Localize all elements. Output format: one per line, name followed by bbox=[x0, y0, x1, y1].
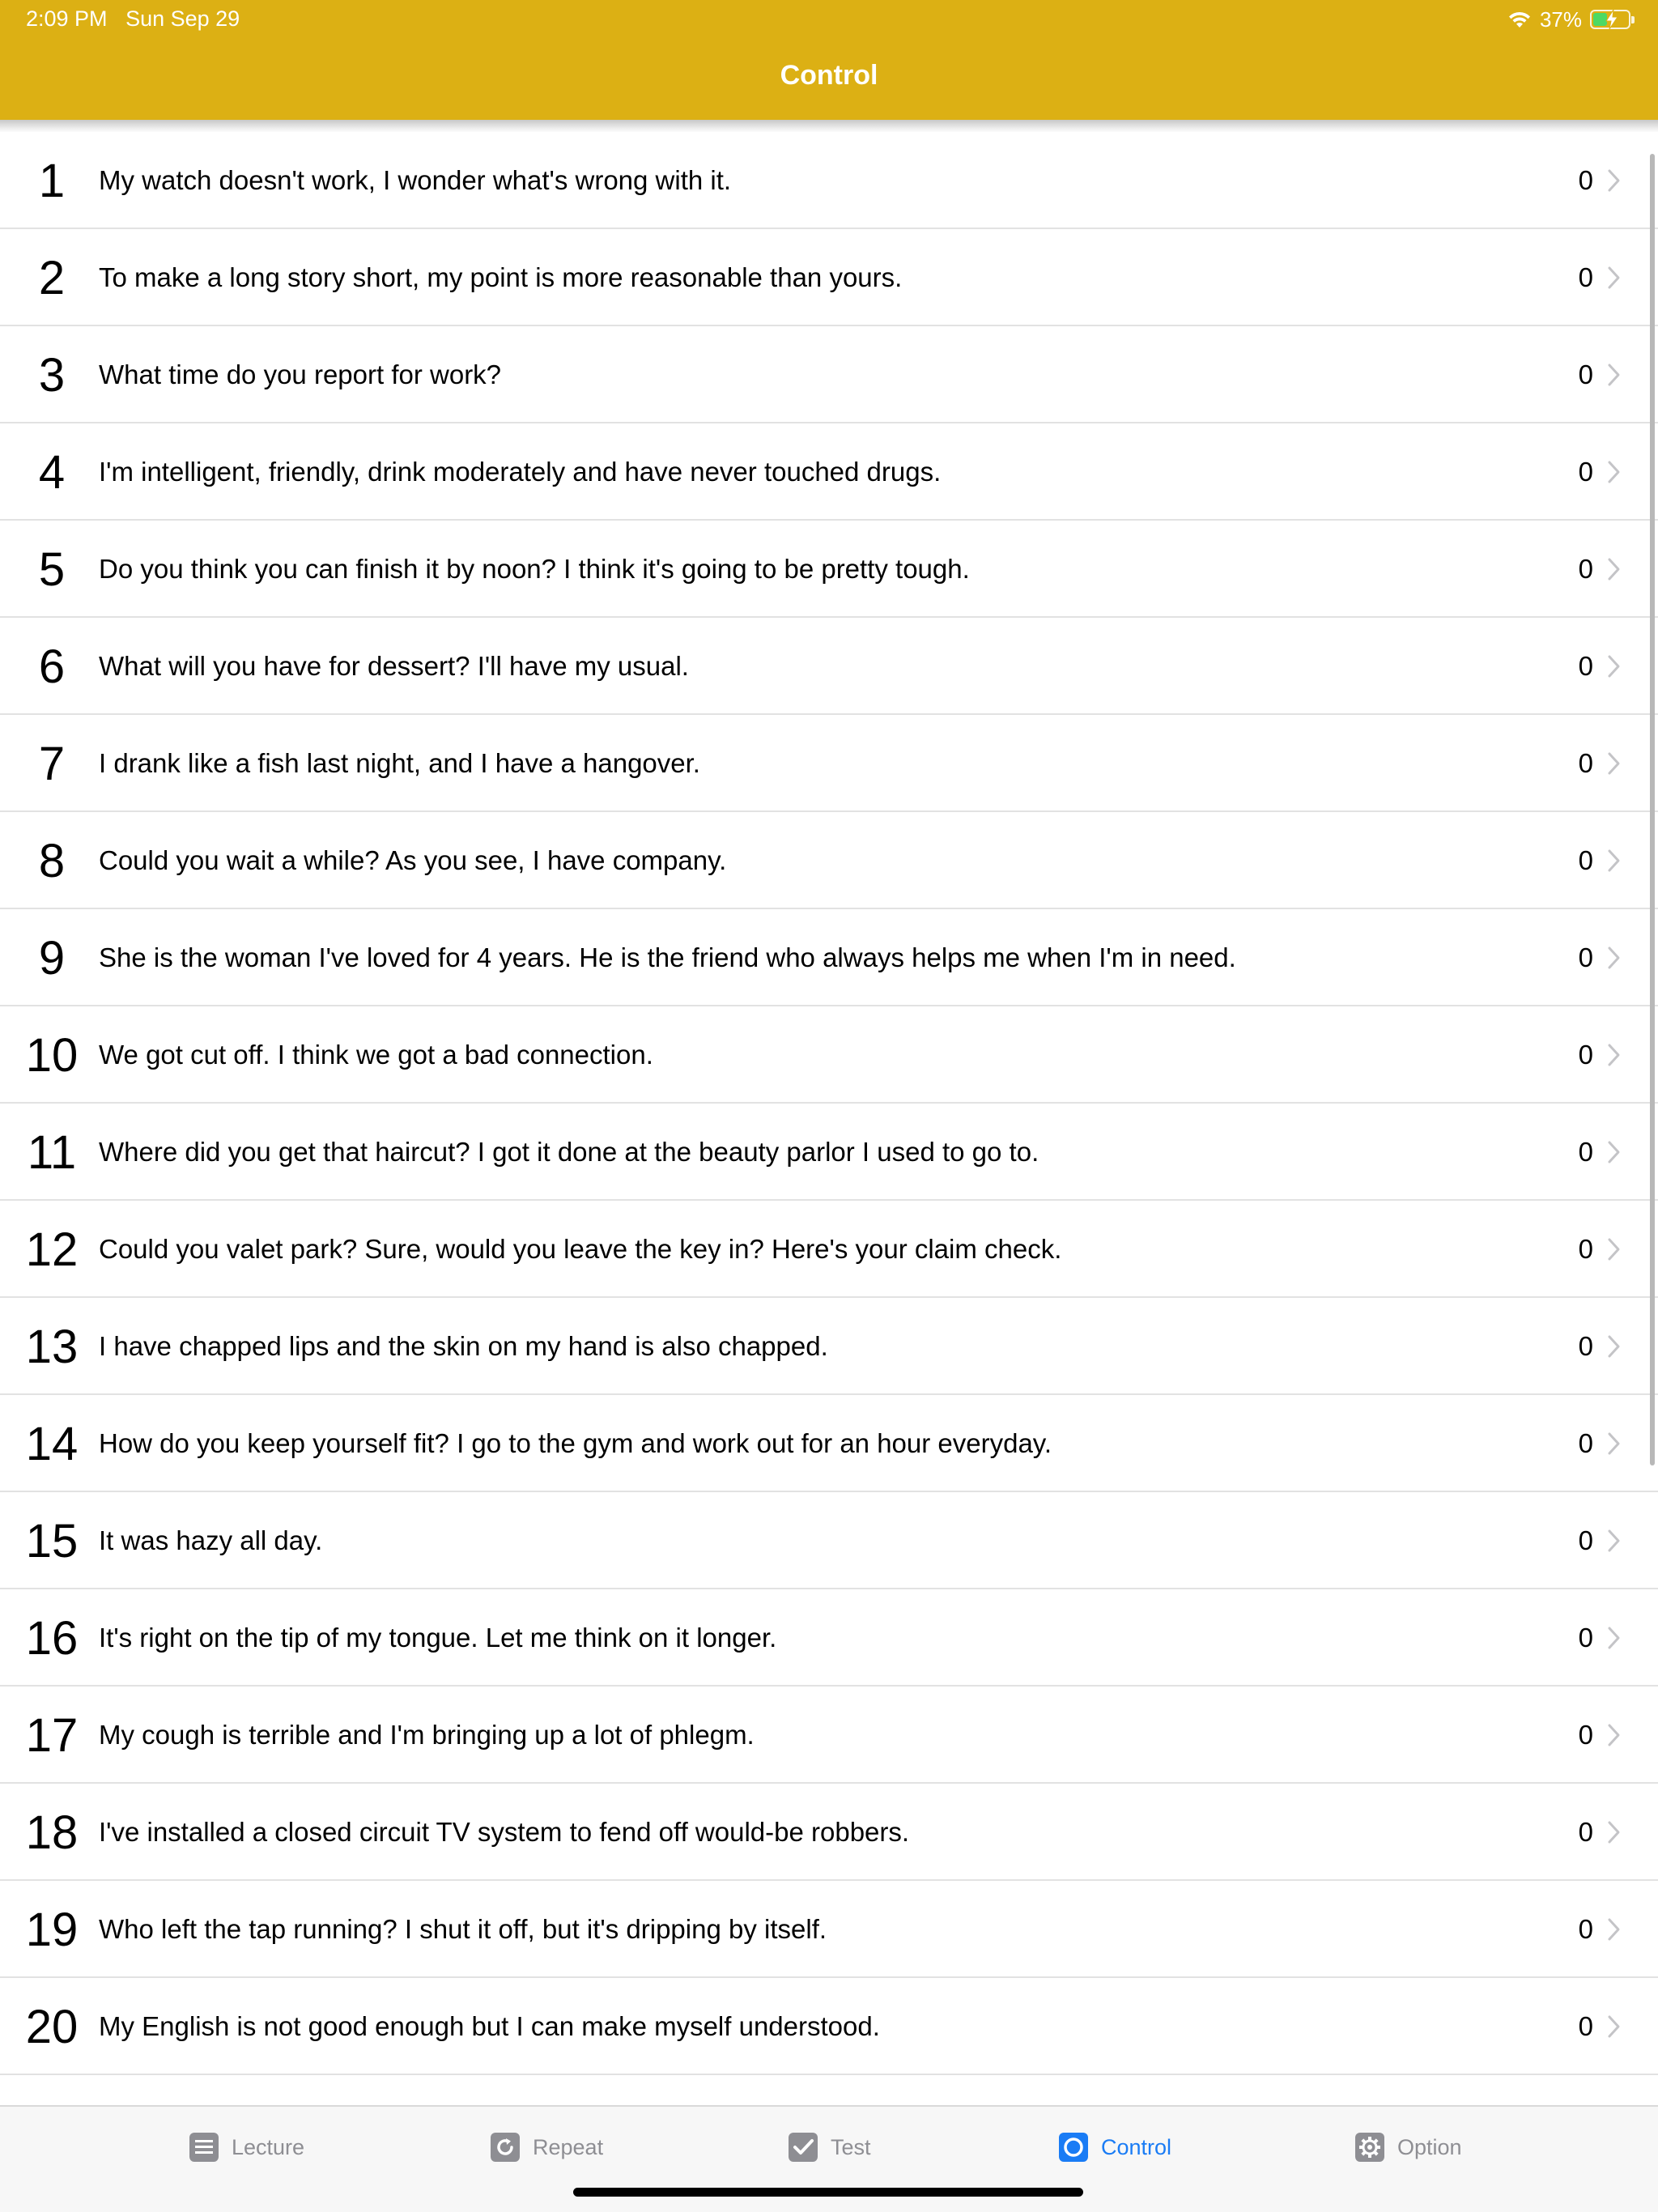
table-row[interactable] bbox=[0, 1006, 1658, 1104]
row-count: 0 bbox=[1578, 651, 1593, 681]
chevron-right-icon bbox=[1606, 1528, 1622, 1554]
row-sentence: How do you keep yourself fit? I go to the gym and work out for an hour everyday. bbox=[99, 1428, 1052, 1458]
row-sentence: What time do you report for work? bbox=[99, 359, 502, 389]
tab-control[interactable] bbox=[1057, 2128, 1171, 2167]
table-row[interactable] bbox=[0, 1589, 1658, 1687]
navigation-header bbox=[0, 0, 1658, 120]
table-row[interactable] bbox=[0, 132, 1658, 229]
row-sentence: She is the woman I've loved for 4 years. He is the friend who always helps me when I'm in need. bbox=[99, 942, 1236, 972]
tab-option[interactable] bbox=[1354, 2128, 1462, 2167]
row-count: 0 bbox=[1578, 165, 1593, 195]
tab-repeat[interactable] bbox=[489, 2128, 603, 2167]
chevron-right-icon bbox=[1606, 848, 1622, 874]
row-count: 0 bbox=[1578, 1234, 1593, 1264]
row-sentence: I'm intelligent, friendly, drink moderately and have never touched drugs. bbox=[99, 457, 942, 487]
row-number: 20 bbox=[25, 2000, 79, 2053]
table-row[interactable] bbox=[0, 909, 1658, 1006]
chevron-right-icon bbox=[1606, 556, 1622, 582]
row-number: 3 bbox=[38, 348, 66, 402]
status-date: Sun Sep 29 bbox=[125, 6, 240, 31]
row-number: 19 bbox=[25, 1903, 79, 1956]
row-number: 16 bbox=[25, 1611, 79, 1665]
row-number: 15 bbox=[25, 1514, 79, 1568]
table-row[interactable] bbox=[0, 423, 1658, 521]
row-number: 6 bbox=[38, 640, 66, 693]
row-number: 18 bbox=[25, 1806, 79, 1859]
row-count: 0 bbox=[1578, 1040, 1593, 1070]
tab-label: Test bbox=[831, 2134, 871, 2159]
page-title: Control bbox=[780, 60, 878, 91]
row-count: 0 bbox=[1578, 1137, 1593, 1167]
table-row[interactable] bbox=[0, 1784, 1658, 1881]
row-number: 2 bbox=[38, 251, 66, 304]
tab-label: Control bbox=[1101, 2134, 1172, 2159]
chevron-right-icon bbox=[1606, 1139, 1622, 1165]
table-row[interactable] bbox=[0, 1298, 1658, 1395]
chevron-right-icon bbox=[1606, 653, 1622, 679]
checkbox-icon bbox=[787, 2131, 819, 2163]
table-row[interactable] bbox=[0, 326, 1658, 423]
row-number: 14 bbox=[25, 1417, 79, 1470]
status-bar-right bbox=[1507, 6, 1630, 32]
scrollbar[interactable] bbox=[1650, 154, 1655, 1465]
circle-icon bbox=[1057, 2131, 1090, 2163]
row-count: 0 bbox=[1578, 748, 1593, 778]
table-row[interactable] bbox=[0, 521, 1658, 618]
battery-icon bbox=[1590, 10, 1630, 29]
row-sentence: It's right on the tip of my tongue. Let me think on it longer. bbox=[99, 1623, 777, 1653]
row-count: 0 bbox=[1578, 1331, 1593, 1361]
row-count: 0 bbox=[1578, 845, 1593, 875]
chevron-right-icon bbox=[1606, 1431, 1622, 1457]
row-sentence: Could you valet park? Sure, would you leave the key in? Here's your claim check. bbox=[99, 1234, 1062, 1264]
chevron-right-icon bbox=[1606, 1236, 1622, 1262]
table-row[interactable] bbox=[0, 618, 1658, 715]
table-row[interactable] bbox=[0, 229, 1658, 326]
row-count: 0 bbox=[1578, 554, 1593, 584]
status-bar-time bbox=[26, 6, 240, 32]
wifi-icon bbox=[1507, 10, 1532, 29]
table-row[interactable] bbox=[0, 1978, 1658, 2075]
row-sentence: I drank like a fish last night, and I have a hangover. bbox=[99, 748, 700, 778]
home-indicator[interactable] bbox=[573, 2188, 1083, 2197]
chevron-right-icon bbox=[1606, 2014, 1622, 2040]
chevron-right-icon bbox=[1606, 945, 1622, 971]
chevron-right-icon bbox=[1606, 265, 1622, 291]
row-sentence: I have chapped lips and the skin on my hand is also chapped. bbox=[99, 1331, 828, 1361]
header-shadow bbox=[0, 120, 1658, 133]
row-count: 0 bbox=[1578, 262, 1593, 292]
tab-label: Lecture bbox=[232, 2134, 305, 2159]
table-row[interactable] bbox=[0, 1104, 1658, 1201]
chevron-right-icon bbox=[1606, 1722, 1622, 1748]
row-count: 0 bbox=[1578, 1720, 1593, 1750]
row-number: 17 bbox=[25, 1708, 79, 1762]
table-row[interactable] bbox=[0, 1492, 1658, 1589]
table-row[interactable] bbox=[0, 812, 1658, 909]
row-count: 0 bbox=[1578, 457, 1593, 487]
row-number: 8 bbox=[38, 834, 66, 887]
sentence-list[interactable] bbox=[0, 132, 1658, 2075]
chevron-right-icon bbox=[1606, 1916, 1622, 1942]
row-count: 0 bbox=[1578, 2011, 1593, 2041]
tab-label: Option bbox=[1397, 2134, 1462, 2159]
row-number: 10 bbox=[25, 1028, 79, 1082]
chevron-right-icon bbox=[1606, 1819, 1622, 1845]
gear-icon bbox=[1354, 2131, 1386, 2163]
row-count: 0 bbox=[1578, 1428, 1593, 1458]
row-number: 13 bbox=[25, 1320, 79, 1373]
row-sentence: My watch doesn't work, I wonder what's wrong with it. bbox=[99, 165, 732, 195]
battery-percentage: 37% bbox=[1539, 6, 1582, 32]
row-sentence: Where did you get that haircut? I got it done at the beauty parlor I used to go to. bbox=[99, 1137, 1039, 1167]
row-sentence: My English is not good enough but I can make myself understood. bbox=[99, 2011, 880, 2041]
chevron-right-icon bbox=[1606, 459, 1622, 485]
table-row[interactable] bbox=[0, 715, 1658, 812]
table-row[interactable] bbox=[0, 1881, 1658, 1978]
row-sentence: Do you think you can finish it by noon? I think it's going to be pretty tough. bbox=[99, 554, 970, 584]
row-sentence: Who left the tap running? I shut it off, but it's dripping by itself. bbox=[99, 1914, 827, 1944]
row-count: 0 bbox=[1578, 1525, 1593, 1555]
chevron-right-icon bbox=[1606, 1625, 1622, 1651]
table-row[interactable] bbox=[0, 1687, 1658, 1784]
table-row[interactable] bbox=[0, 1201, 1658, 1298]
row-sentence: We got cut off. I think we got a bad connection. bbox=[99, 1040, 653, 1070]
status-time: 2:09 PM bbox=[26, 6, 108, 31]
row-count: 0 bbox=[1578, 359, 1593, 389]
row-sentence: Could you wait a while? As you see, I have company. bbox=[99, 845, 727, 875]
row-sentence: My cough is terrible and I'm bringing up a lot of phlegm. bbox=[99, 1720, 755, 1750]
row-sentence: I've installed a closed circuit TV system to fend off would-be robbers. bbox=[99, 1817, 910, 1847]
charging-bolt-icon bbox=[1603, 8, 1621, 31]
tab-label: Repeat bbox=[533, 2134, 604, 2159]
chevron-right-icon bbox=[1606, 1334, 1622, 1359]
repeat-icon bbox=[489, 2131, 521, 2163]
chevron-right-icon bbox=[1606, 168, 1622, 194]
chevron-right-icon bbox=[1606, 362, 1622, 388]
row-number: 1 bbox=[38, 154, 66, 207]
row-sentence: To make a long story short, my point is more reasonable than yours. bbox=[99, 262, 903, 292]
row-number: 5 bbox=[38, 542, 66, 596]
tab-test[interactable] bbox=[787, 2128, 871, 2167]
row-number: 9 bbox=[38, 931, 66, 985]
chevron-right-icon bbox=[1606, 751, 1622, 776]
row-count: 0 bbox=[1578, 942, 1593, 972]
row-number: 11 bbox=[27, 1125, 77, 1179]
table-row[interactable] bbox=[0, 1395, 1658, 1492]
row-number: 12 bbox=[25, 1223, 79, 1276]
chevron-right-icon bbox=[1606, 1042, 1622, 1068]
row-number: 4 bbox=[38, 445, 66, 499]
row-number: 7 bbox=[38, 737, 66, 790]
tab-lecture[interactable] bbox=[188, 2128, 304, 2167]
row-count: 0 bbox=[1578, 1914, 1593, 1944]
row-count: 0 bbox=[1578, 1817, 1593, 1847]
row-count: 0 bbox=[1578, 1623, 1593, 1653]
row-sentence: It was hazy all day. bbox=[99, 1525, 323, 1555]
row-sentence: What will you have for dessert? I'll have my usual. bbox=[99, 651, 689, 681]
list-icon bbox=[188, 2131, 220, 2163]
